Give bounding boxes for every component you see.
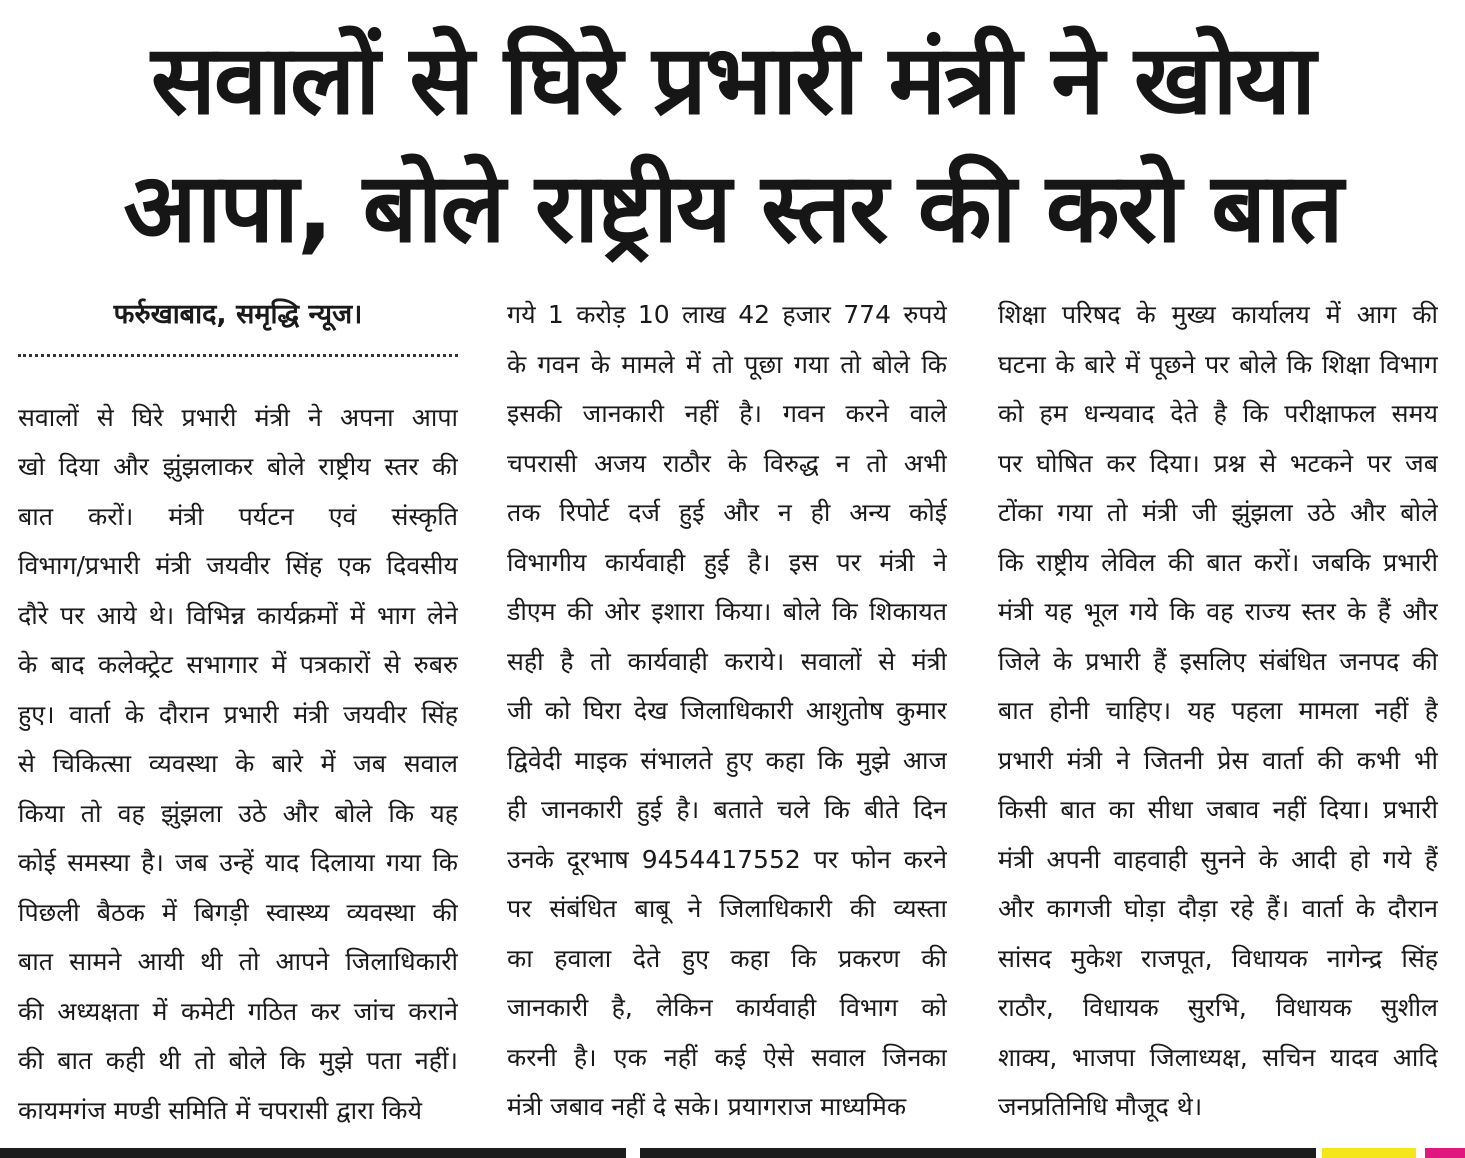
- headline-line-1: सवालों से घिरे प्रभारी मंत्री ने खोया: [151, 24, 1314, 136]
- headline-line-2: आपा, बोले राष्ट्रीय स्तर की करो बात: [123, 152, 1342, 264]
- article-line: कि राष्ट्रीय लेविल की बात करों। जबकि प्रभारी: [998, 547, 1438, 577]
- article-line: दौरे पर आये थे। विभिन्न कार्यक्रमों में भाग लेने: [18, 600, 458, 630]
- article-line: जी को घिरा देख जिलाधिकारी आशुतोष कुमार: [507, 696, 947, 725]
- article-line: चपरासी अजय राठौर के विरुद्ध न तो अभी: [507, 448, 947, 478]
- article-line: मंत्री जबाव नहीं दे सके। प्रयागराज माध्यमिक: [507, 1092, 907, 1121]
- article-line: सही है तो कार्यवाही कराये। सवालों से मंत्री: [507, 646, 947, 676]
- article-line: सांसद मुकेश राजपूत, विधायक नागेन्द्र सिंह: [998, 943, 1438, 973]
- article-line: के बाद कलेक्ट्रेट सभागार में पत्रकारों से रुबरु: [18, 650, 458, 679]
- article-line: की अध्यक्षता में कमेटी गठित कर जांच कराने: [18, 996, 458, 1026]
- footer-bar-magenta: [1425, 1148, 1465, 1158]
- article-line: और कागजी घोड़ा दौड़ा रहे हैं। वार्ता के दौरान: [998, 894, 1438, 923]
- article-line: किया तो वह झुंझला उठे और बोले कि यह: [18, 798, 458, 828]
- article-line: द्विवेदी माइक संभालते हुए कहा कि मुझे आज: [507, 745, 947, 775]
- article-line: बात सामने आयी थी तो आपने जिलाधिकारी: [18, 947, 458, 976]
- article-line: टोंका गया तो मंत्री जी झुंझला उठे और बोले: [998, 498, 1438, 527]
- article-line: राठौर, विधायक सुरभि, विधायक सुशील: [998, 993, 1438, 1022]
- article-line: सवालों से घिरे प्रभारी मंत्री ने अपना आपा: [18, 402, 458, 432]
- article-line: विभागीय कार्यवाही हुई है। इस पर मंत्री ने: [507, 547, 947, 577]
- article-line: शिक्षा परिषद के मुख्य कार्यालय में आग की: [998, 300, 1438, 329]
- article-line: उनके दूरभाष 9454417552 पर फोन करने: [507, 844, 947, 874]
- article-line: मंत्री यह भूल गये कि वह राज्य स्तर के हैं और: [998, 597, 1438, 626]
- dotted-divider: [18, 340, 458, 357]
- article-line: जिले के प्रभारी हैं इसलिए संबंधित जनपद की: [998, 646, 1438, 676]
- article-line: की बात कही थी तो बोले कि मुझे पता नहीं।: [18, 1046, 458, 1075]
- article-line: का हवाला देते हुए कहा कि प्रकरण की: [507, 943, 947, 973]
- article-line: कोई समस्या है। जब उन्हें याद दिलाया गया कि: [18, 848, 458, 877]
- article-line: घटना के बारे में पूछने पर बोले कि शिक्षा विभाग: [998, 349, 1438, 379]
- footer-bar-black-right: [640, 1148, 1316, 1158]
- article-line: तक रिपोर्ट दर्ज हुई और न ही अन्य कोई: [507, 498, 947, 527]
- article-column-2: [507, 290, 947, 1132]
- article-line: हुए। वार्ता के दौरान प्रभारी मंत्री जयवीर सिंह: [18, 699, 458, 729]
- article-line: करनी है। एक नहीं कई ऐसे सवाल जिनका: [507, 1042, 947, 1072]
- article-line: कायमगंज मण्डी समिति में चपरासी द्वारा किये: [18, 1095, 422, 1125]
- article-line: ही जानकारी हुई है। बताते चले कि बीते दिन: [507, 795, 947, 824]
- article-line: को हम धन्यवाद देते है कि परीक्षाफल समय: [998, 399, 1438, 428]
- footer-bar-yellow: [1322, 1148, 1416, 1158]
- article-line: पिछली बैठक में बिगड़ी स्वास्थ्य व्यवस्था की: [18, 897, 458, 927]
- dateline: फर्रुखाबाद, समृद्धि न्यूज।: [113, 299, 363, 330]
- article-line: पर घोषित कर दिया। प्रश्न से भटकने पर जब: [998, 448, 1438, 478]
- article-line: किसी बात का सीधा जबाव नहीं दिया। प्रभारी: [998, 795, 1438, 824]
- article-line: विभाग/प्रभारी मंत्री जयवीर सिंह एक दिवसीय: [18, 551, 458, 580]
- article-column-1: [18, 290, 458, 1135]
- column-2-text: [507, 290, 947, 1132]
- article-line: प्रभारी मंत्री ने जितनी प्रेस वार्ता की कभी भी: [998, 745, 1438, 775]
- article-line: गये 1 करोड़ 10 लाख 42 हजार 774 रुपये: [507, 300, 947, 329]
- article-line: से चिकित्सा व्यवस्था के बारे में जब सवाल: [18, 749, 458, 778]
- column-1-text: [18, 393, 458, 1136]
- article-line: मंत्री अपनी वाहवाही सुनने के आदी हो गये हैं: [998, 844, 1438, 874]
- article-line: डीएम की ओर इशारा किया। बोले कि शिकायत: [507, 597, 947, 626]
- article-line: शाक्य, भाजपा जिलाध्यक्ष, सचिन यादव आदि: [998, 1042, 1438, 1072]
- article-line: पर संबंधित बाबू ने जिलाधिकारी की व्यस्ता: [507, 894, 947, 923]
- article-column-3: [998, 290, 1438, 1132]
- footer-bar-black-left: [0, 1148, 626, 1158]
- column-3-text: [998, 290, 1438, 1132]
- article-line: के गवन के मामले में तो पूछा गया तो बोले कि: [507, 349, 947, 379]
- article-line: खो दिया और झुंझलाकर बोले राष्ट्रीय स्तर की: [18, 452, 458, 481]
- article-line: जनप्रतिनिधि मौजूद थे।: [998, 1092, 1203, 1121]
- article-line: बात करों। मंत्री पर्यटन एवं संस्कृति: [18, 501, 458, 531]
- article-line: जानकारी है, लेकिन कार्यवाही विभाग को: [507, 993, 947, 1022]
- article-line: बात होनी चाहिए। यह पहला मामला नहीं है: [998, 696, 1438, 725]
- article-line: इसकी जानकारी नहीं है। गवन करने वाले: [507, 399, 947, 428]
